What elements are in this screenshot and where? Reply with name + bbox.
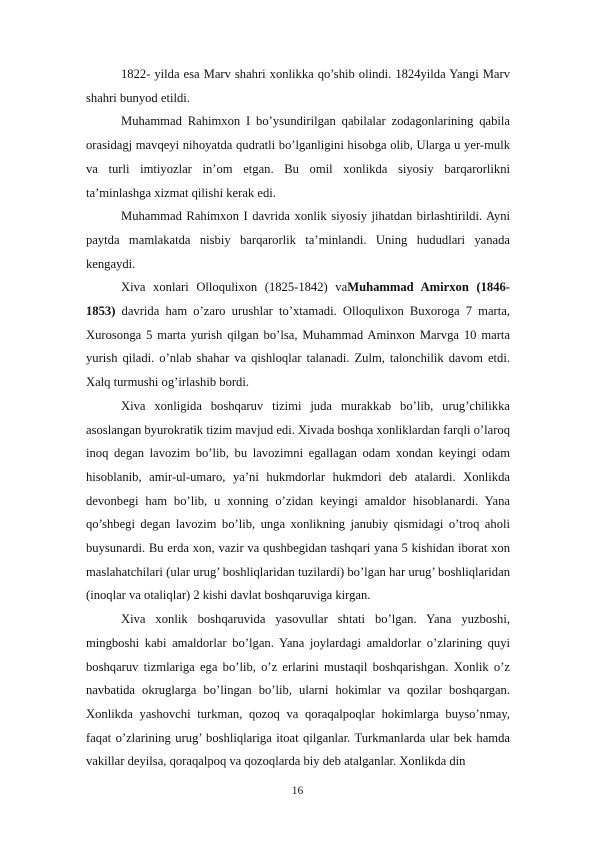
- paragraph-2: Muhammad Rahimxon I bo’ysundirilgan qabilalar zodagonlarining qabila orasidagj mavqeyi nihoyatda qudratli bo’lganligini hisobga olib, Ularga u yer-mulk va turli imtiyozlar in’om etgan. Bu omil xonlikda siyosiy barqarorlikni ta’minlashga xizmat qilishi kerak edi.: [86, 114, 510, 200]
- paragraph-1: 1822- yilda esa Marv shahri xonlikka qo’shib olindi. 1824yilda Yangi Marv shahri bunyod etildi.: [86, 67, 510, 105]
- paragraph-5: Xiva xonligida boshqaruv tizimi juda murakkab bo’lib, urug’chilikka asoslangan byurokratik tizim mavjud edi. Xivada boshqa xonliklardan farqli o’laroq inoq degan lavozim bo’lib, bu lavozimni egallagan odam xondan keyingi odam hisoblanib, amir-ul-umaro, ya’ni hukmdorlar hukmdori deb atalardi. Xonlikda devonbegi ham bo’lib, u xonning o’zidan keyingi amaldor hisoblanardi. Yana qo’shbegi degan lavozim bo’lib, unga xonlikning janubiy qismidagi o’troq aholi buysunardi. Bu erda xon, vazir va qushbegidan tashqari yana 5 kishidan iborat xon maslahatchilari (ular urug’ boshliqlaridan tuzilardi) bo’lgan har urug’ boshliqlaridan (inoqlar va otaliqlar) 2 kishi davlat boshqaruviga kirgan.: [86, 398, 510, 603]
- page-number: 16: [291, 785, 304, 797]
- paragraph-4-intro: Xiva xonlari Olloqulixon (1825-1842) va: [121, 280, 348, 295]
- paragraph-6: Xiva xonlik boshqaruvida yasovullar shtati bo’lgan. Yana yuzboshi, mingboshi kabi amaldorlar bo’lgan. Yana joylardagi amaldorlar o’zlarining quyi boshqaruv tizmlariga ega bo’lib, o’z erlarini mustaqil boshqarishgan. Xonlik o’z navbatida okruglarga bo’lingan bo’lib, ularni hokimlar va qozilar boshqargan. Xonlikda yashovchi turkman, qozoq va qoraqalpoqlar hokimlarga buyso’nmay, faqat o’zlarining urug’ boshliqlariga itoat qilganlar. Turkmanlarda ular bek hamda vakillar deyilsa, qoraqalpoq va qozoqlarda biy deb atalganlar. Xonlikda din: [86, 612, 510, 769]
- paragraph-3: Muhammad Rahimxon I davrida xonlik siyosiy jihatdan birlashtirildi. Ayni paytda mamlakatda nisbiy barqarorlik ta’minlandi. Uning hududlari yanada kengaydi.: [86, 209, 510, 271]
- bold-khan-name: Muhammad Amirxon (1846-1853): [86, 280, 510, 319]
- paragraph-4-rest: davrida ham o’zaro urushlar to’xtamadi. Olloqulixon Buxoroga 7 marta, Xurosonga 5 marta yurish qilgan bo’lsa, Muhammad Aminxon Marvga 10 marta yurish qiladi. o’nlab shahar va qishloqlar talanadi. Zulm, talonchilik davom etdi. Xalq turmushi og’irlashib bordi.: [86, 304, 510, 390]
- document-page: [86, 63, 510, 774]
- paragraph-4: [86, 276, 510, 395]
